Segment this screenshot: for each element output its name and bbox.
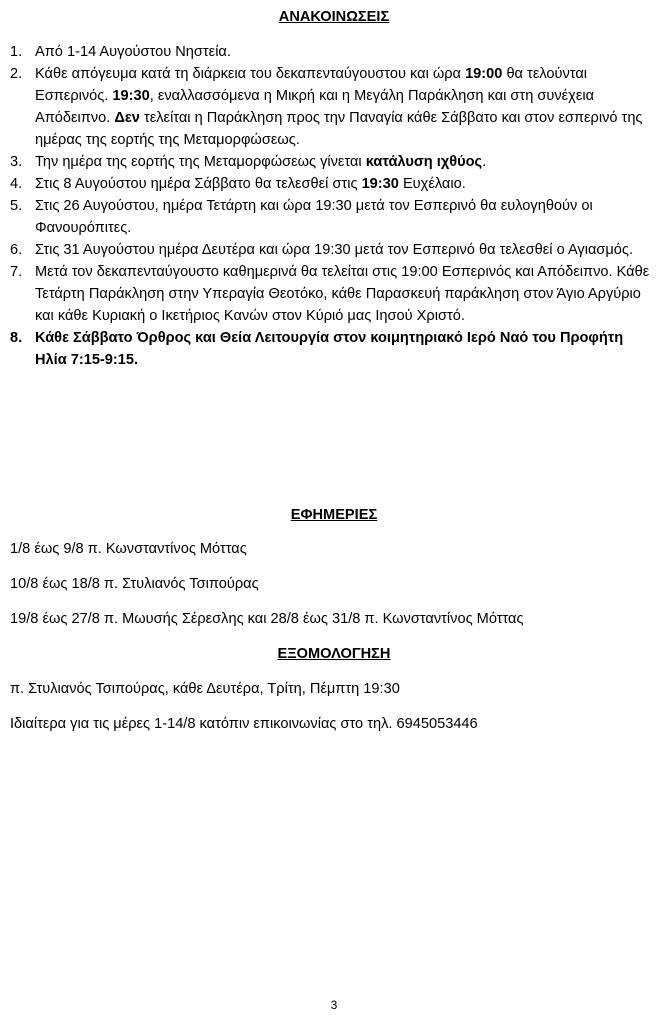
announcement-text: Κάθε απόγευμα κατά τη διάρκεια του δεκαπενταύγουστου και ώρα (35, 66, 466, 82)
announcement-item (10, 327, 658, 371)
announcements-heading: ΑΝΑΚΟΙΝΩΣΕΙΣ (278, 9, 390, 25)
announcement-item (10, 195, 658, 239)
announcements-list (10, 41, 658, 371)
announcement-text: , εναλλασσόμενα η Μικρή και η Μεγάλη Παράκληση και στη συνέχεια Απόδειπνο. (35, 88, 595, 126)
announcement-item (10, 173, 658, 195)
announcement-text: θα τελούνται Εσπερινός. (35, 66, 588, 104)
confession-line: π. Στυλιανός Τσιπούρας, κάθε Δευτέρα, Τρίτη, Πέμπτη 19:30 (10, 681, 400, 697)
announcement-number: 7. (10, 264, 23, 280)
announcement-number: 5. (10, 198, 23, 214)
announcement-item (10, 63, 658, 151)
announcement-number: 8. (10, 330, 23, 346)
announcement-number: 4. (10, 176, 23, 192)
announcement-number: 6. (10, 242, 23, 258)
announcement-emphasis: Δεν (114, 110, 140, 126)
announcement-emphasis: Κάθε Σάββατο Όρθρος και Θεία Λειτουργία στον κοιμητηριακό Ιερό Ναό του Προφήτη Ηλία 7:15-9:15. (35, 330, 624, 368)
duty-priest-line: 1/8 έως 9/8 π. Κωνσταντίνος Μόττας (10, 541, 247, 557)
announcement-text: Την ημέρα της εορτής της Μεταμορφώσεως γίνεται (35, 154, 366, 170)
announcement-text: . (482, 154, 487, 170)
announcement-number: 1. (10, 44, 23, 60)
announcement-emphasis: 19:30 (112, 88, 150, 104)
announcement-item (10, 261, 658, 327)
announcement-text: Στις 26 Αυγούστου, ημέρα Τετάρτη και ώρα 19:30 μετά τον Εσπερινό θα ευλογηθούν οι Φανουρόπιτες. (35, 198, 593, 236)
confession-heading: ΕΞΟΜΟΛΟΓΗΣΗ (277, 646, 391, 662)
announcement-emphasis: κατάλυση ιχθύος (365, 154, 483, 170)
page-number: 3 (330, 998, 338, 1012)
announcement-text: Ευχέλαιο. (398, 176, 466, 192)
announcement-item (10, 239, 658, 261)
announcement-text: Από 1-14 Αυγούστου Νηστεία. (35, 44, 231, 60)
duty-priest-line: 19/8 έως 27/8 π. Μωυσής Σέρεσλης και 28/8 έως 31/8 π. Κωνσταντίνος Μόττας (10, 611, 524, 627)
confession-line: Ιδιαίτερα για τις μέρες 1-14/8 κατόπιν επικοινωνίας στο τηλ. 6945053446 (10, 716, 478, 732)
announcement-emphasis: 19:00 (465, 66, 503, 82)
announcement-item (10, 151, 658, 173)
announcement-text: Στις 31 Αυγούστου ημέρα Δευτέρα και ώρα 19:30 μετά τον Εσπερινό θα τελεσθεί ο Αγιασμός. (35, 242, 634, 258)
duty-priests-heading: ΕΦΗΜΕΡΙΕΣ (290, 507, 378, 523)
announcement-text: τελείται η Παράκληση προς την Παναγία κάθε Σάββατο και στον εσπερινό της ημέρας της εορτής της Μεταμορφώσεως. (35, 110, 643, 148)
announcement-number: 2. (10, 66, 23, 82)
announcement-text: Μετά τον δεκαπενταύγουστο καθημερινά θα τελείται στις 19:00 Εσπερινός και Απόδειπνο. Κάθε Τετάρτη Παράκληση στην Υπεραγία Θεοτόκο, κάθε Παρασκευή παράκληση στον Άγιο Αργύριο και κάθε Κυριακή ο Ικετήριος Κανών στον Κύριό μας Ιησού Χριστό. (35, 264, 650, 324)
announcement-number: 3. (10, 154, 23, 170)
announcement-text: Στις 8 Αυγούστου ημέρα Σάββατο θα τελεσθεί στις (35, 176, 362, 192)
announcement-emphasis: 19:30 (361, 176, 399, 192)
announcement-item (10, 41, 658, 63)
duty-priest-line: 10/8 έως 18/8 π. Στυλιανός Τσιπούρας (10, 576, 259, 592)
